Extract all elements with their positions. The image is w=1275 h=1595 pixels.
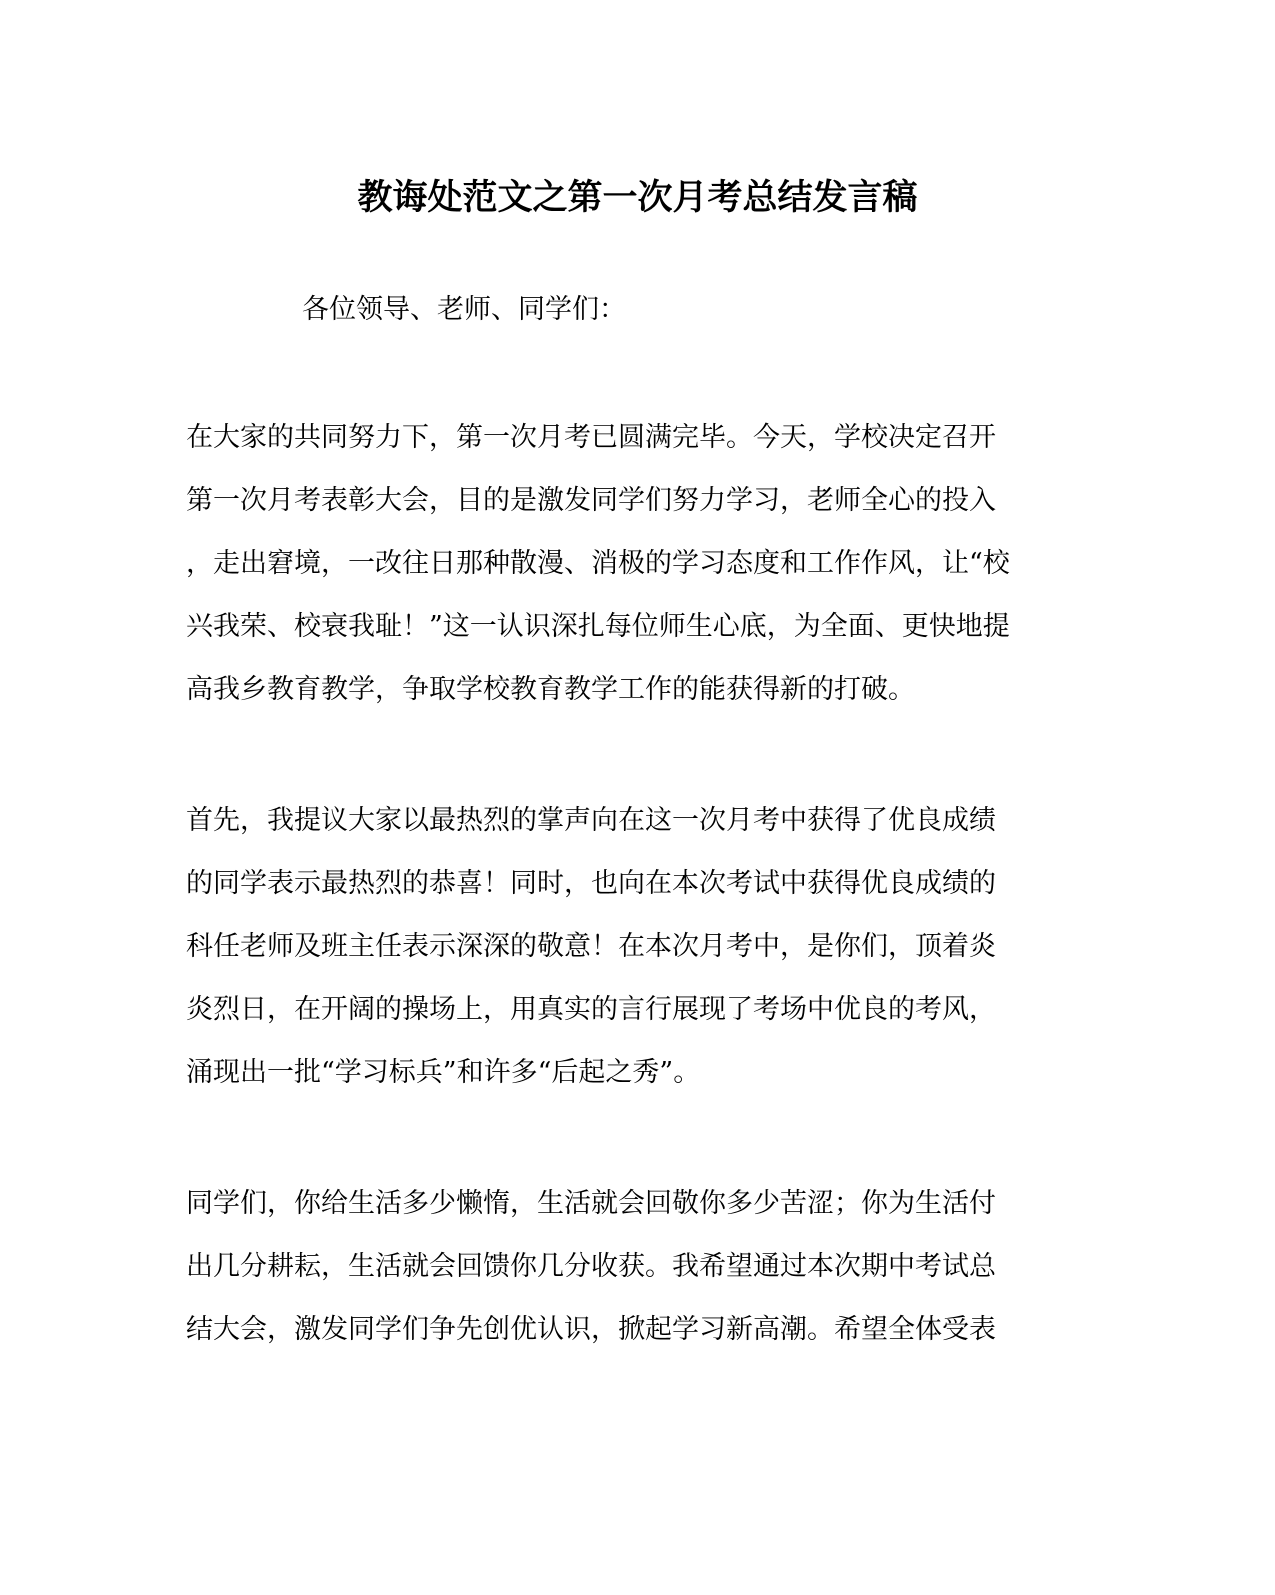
paragraph-line: 第一次月考表彰大会，目的是激发同学们努力学习，老师全心的投入 bbox=[186, 485, 996, 516]
document-title: 教诲处范文之第一次月考总结发言稿 bbox=[357, 177, 918, 218]
paragraph-line: 出几分耕耘，生活就会回馈你几分收获。我希望通过本次期中考试总 bbox=[186, 1251, 996, 1282]
paragraph-line: 的同学表示最热烈的恭喜！同时，也向在本次考试中获得优良成绩的 bbox=[186, 868, 996, 899]
paragraph-2 bbox=[186, 789, 1066, 1104]
paragraph-line: 科任老师及班主任表示深深的敬意！在本次月考中，是你们，顶着炎 bbox=[186, 931, 996, 962]
paragraph-line: ，走出窘境，一改往日那种散漫、消极的学习态度和工作作风，让“校 bbox=[186, 548, 1010, 579]
salutation: 各位领导、老师、同学们： bbox=[302, 294, 626, 325]
paragraph-line: 高我乡教育教学，争取学校教育教学工作的能获得新的打破。 bbox=[186, 674, 915, 705]
paragraph-line: 结大会，激发同学们争先创优认识，掀起学习新高潮。希望全体受表 bbox=[186, 1314, 996, 1345]
paragraph-line: 涌现出一批“学习标兵”和许多“后起之秀”。 bbox=[186, 1057, 701, 1088]
paragraph-line: 同学们，你给生活多少懒惰，生活就会回敬你多少苦涩；你为生活付 bbox=[186, 1188, 996, 1219]
paragraph-3 bbox=[186, 1172, 1066, 1361]
paragraph-line: 炎烈日，在开阔的操场上，用真实的言行展现了考场中优良的考风， bbox=[186, 994, 996, 1025]
paragraph-line: 首先，我提议大家以最热烈的掌声向在这一次月考中获得了优良成绩 bbox=[186, 805, 996, 836]
paragraph-1 bbox=[186, 406, 1066, 721]
paragraph-line: 兴我荣、校衰我耻！”这一认识深扎每位师生心底，为全面、更快地提 bbox=[186, 611, 1010, 642]
paragraph-line: 在大家的共同努力下，第一次月考已圆满完毕。今天，学校决定召开 bbox=[186, 422, 996, 453]
